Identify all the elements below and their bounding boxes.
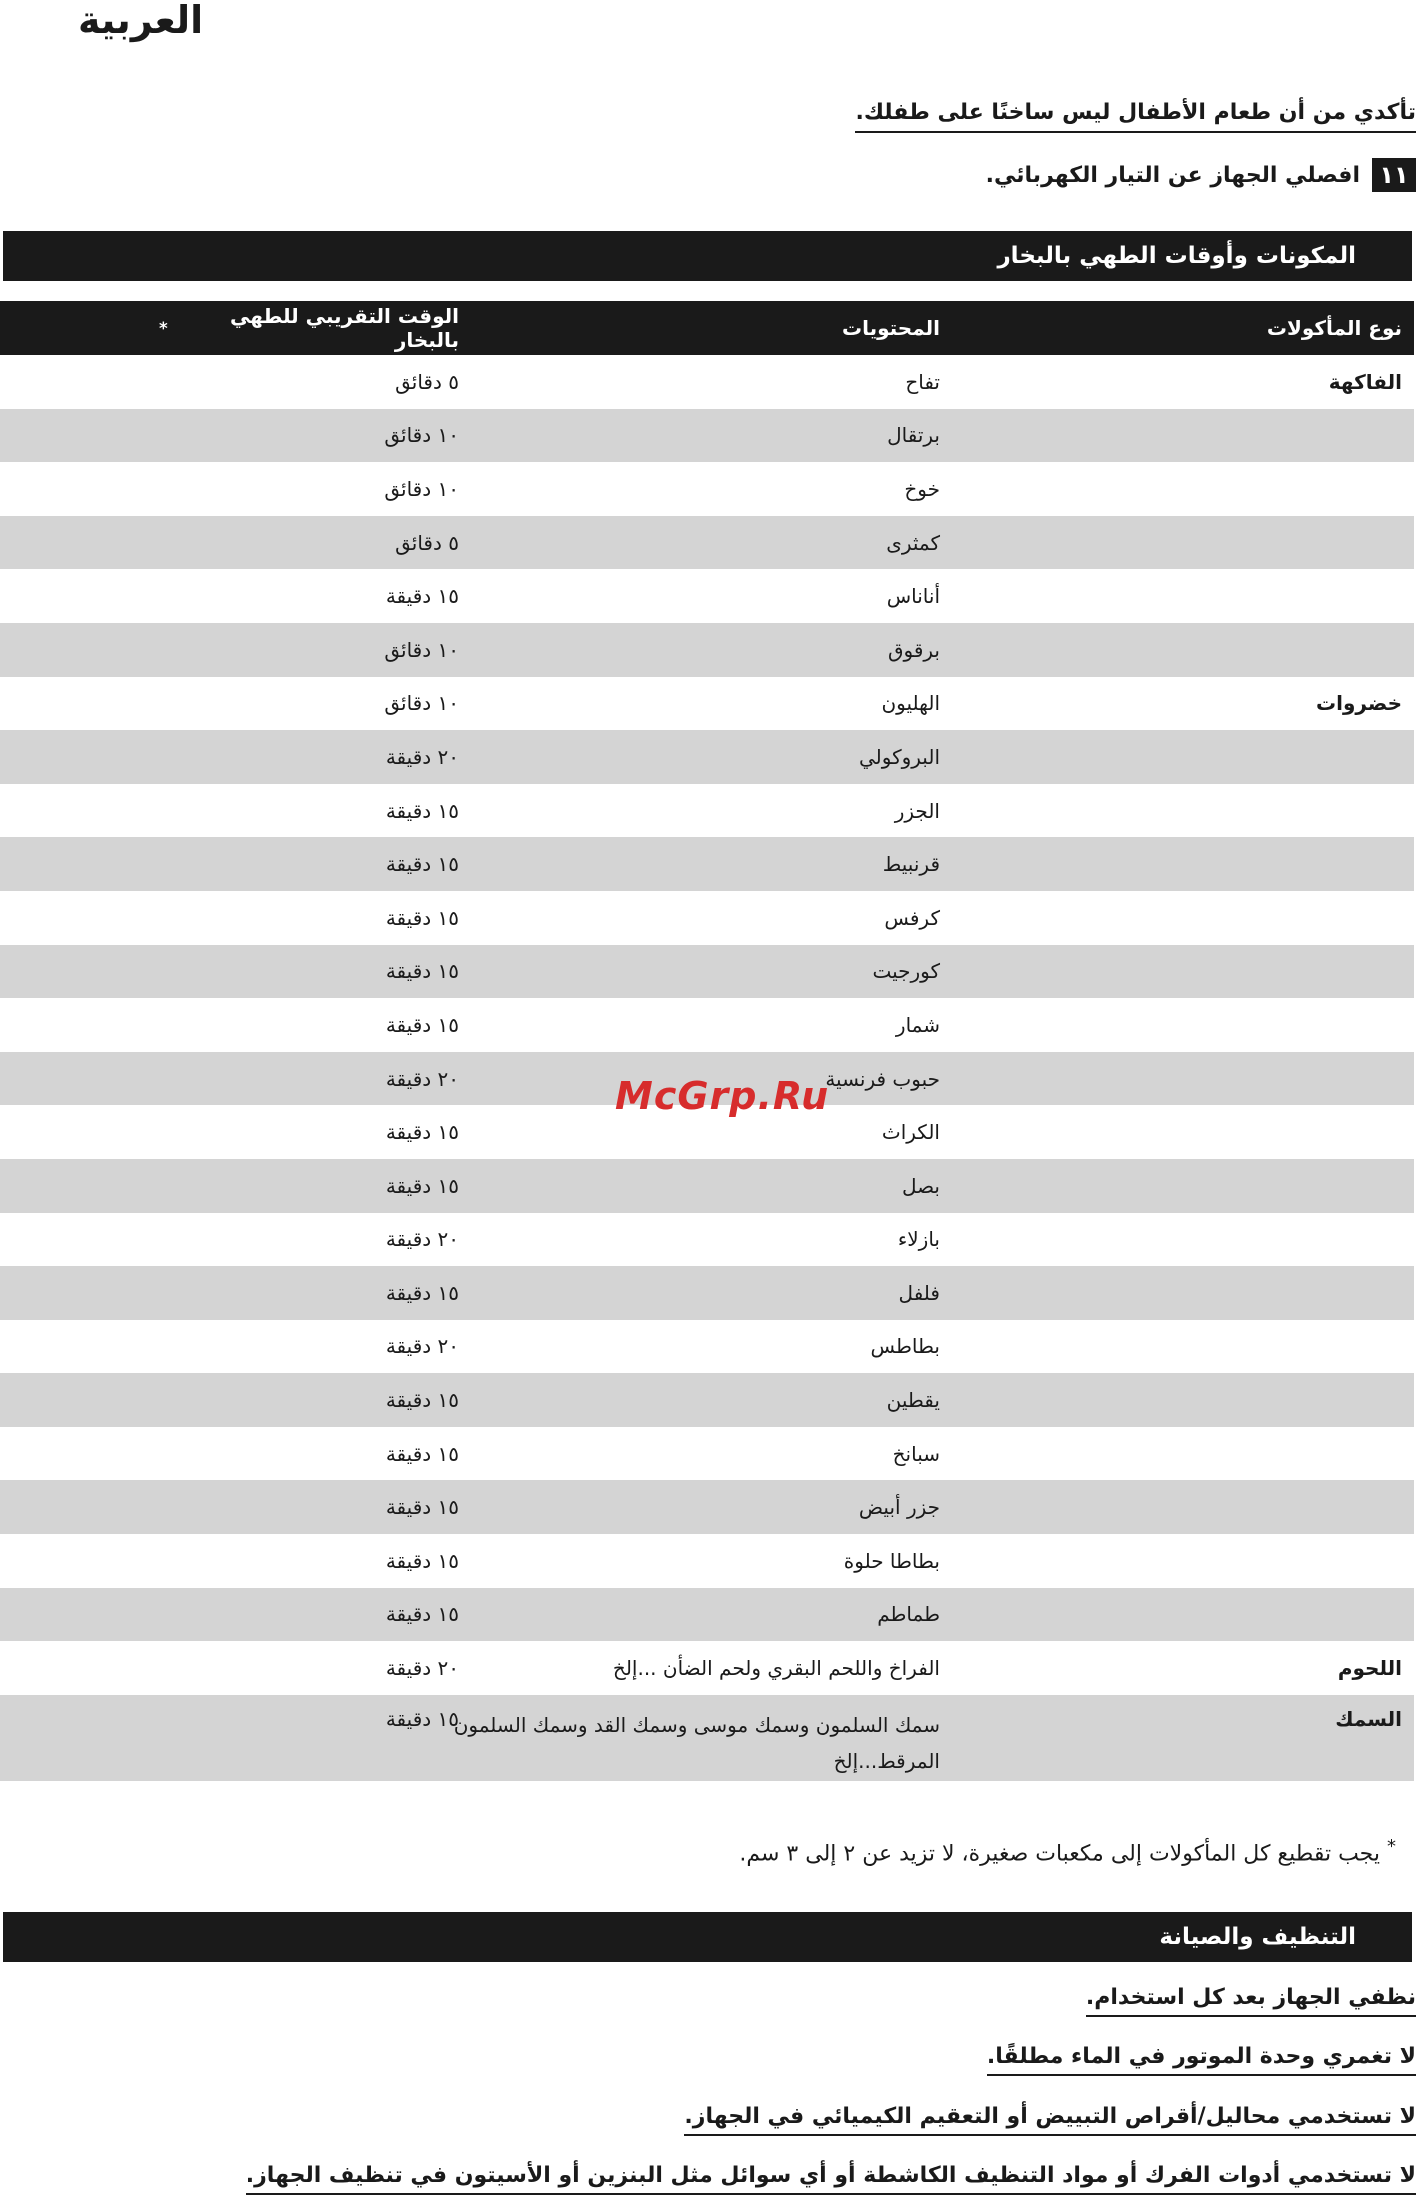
table-row [0,677,1414,731]
cell-steaming-time: ٢٠ دقيقة [385,1227,459,1252]
cell-steaming-time: ١٠ دقائق [384,691,459,716]
cell-steaming-time: ١٠ دقائق [384,637,459,662]
cell-steaming-time: ١٥ دقيقة [385,959,459,984]
cell-contents: جزر أبيض [858,1495,940,1520]
cell-steaming-time: ١٥ دقيقة [385,1280,459,1305]
table-row [0,516,1414,570]
cell-contents: أناناس [886,584,940,609]
table-row [0,1641,1414,1695]
cell-steaming-time: ١٥ دقيقة [385,798,459,823]
table-row [0,1159,1414,1213]
table-header-row [0,301,1414,355]
table-row [0,998,1414,1052]
step-number-badge: ١١ [1372,158,1416,192]
cell-food-type: الفاكهة [1328,369,1402,394]
step-text: افصلي الجهاز عن التيار الكهربائي. [985,162,1360,188]
intro-note: تأكدي من أن طعام الأطفال ليس ساخنًا على طفلك. [855,100,1416,133]
table-row [0,409,1414,463]
table-row [0,355,1414,409]
cell-food-type [1172,784,1402,838]
cell-steaming-time: ٥ دقائق [395,530,459,555]
steaming-times-table [0,301,1414,1781]
cell-food-type [1172,623,1402,677]
cell-food-type [1172,1320,1402,1374]
cell-food-type [1172,1588,1402,1642]
cell-contents: قرنبيط [882,852,940,877]
cell-food-type [1172,1266,1402,1320]
table-row [0,1480,1414,1534]
cell-contents: سبانخ [892,1441,940,1466]
cell-food-type [1172,516,1402,570]
cell-steaming-time: ١٥ دقيقة [385,1120,459,1145]
cell-food-type [1172,462,1402,516]
cell-steaming-time: ١٥ دقيقة [385,1602,459,1627]
cell-food-type [1172,409,1402,463]
cell-food-type: خضروات [1316,691,1402,716]
table-row [0,569,1414,623]
cell-food-type [1172,569,1402,623]
cell-steaming-time: ١٥ دقيقة [385,905,459,930]
cell-steaming-time: ١٥ دقيقة [385,1388,459,1413]
header-steaming-time [159,301,459,355]
section-header-cleaning [3,1912,1412,1962]
table-row [0,1427,1414,1481]
page-language-title: العربية [78,0,204,42]
cell-contents: بطاطا حلوة [843,1548,940,1573]
cell-contents: فلفل [898,1280,940,1305]
cell-contents: الفراخ واللحم البقري ولحم الضأن ...إلخ [612,1656,940,1681]
cell-food-type [1172,1159,1402,1213]
cell-food-type [1172,1373,1402,1427]
table-row [0,1320,1414,1374]
section-header-ingredients [3,231,1412,281]
section-title-cleaning: التنظيف والصيانة [1159,1924,1356,1950]
cell-contents: يقطين [886,1388,940,1413]
cell-steaming-time: ٢٠ دقيقة [385,1656,459,1681]
cell-steaming-time: ٢٠ دقيقة [385,1334,459,1359]
cleaning-item-4: لا تستخدمي أدوات الفرك أو مواد التنظيف الكاشطة أو أي سوائل مثل البنزين أو الأسيتون في تنظيف الجهاز. [246,2163,1416,2195]
cell-contents: بصل [901,1173,940,1198]
cell-food-type [1172,1213,1402,1267]
cell-steaming-time: ١٥ دقيقة [385,1012,459,1037]
table-row [0,1588,1414,1642]
cell-contents: كمثرى [886,530,940,555]
cell-food-type [1172,1480,1402,1534]
cell-food-type [1172,1427,1402,1481]
cell-contents: كورجيت [872,959,940,984]
footnote-text: يجب تقطيع كل المأكولات إلى مكعبات صغيرة، لا تزيد عن ٢ إلى ٣ سم. [739,1841,1380,1867]
cell-steaming-time: ٢٠ دقيقة [385,1066,459,1091]
cell-food-type [1172,1105,1402,1159]
table-row [0,1695,1414,1781]
cell-steaming-time: ١٥ دقيقة [385,1706,459,1731]
cell-contents: طماطم [877,1602,940,1627]
cell-contents: برقوق [887,637,940,662]
cell-steaming-time: ١٥ دقيقة [385,1441,459,1466]
cell-contents: كرفس [884,905,940,930]
cell-steaming-time: ١٥ دقيقة [385,1548,459,1573]
cell-contents: بازلاء [897,1227,940,1252]
cell-food-type [1172,891,1402,945]
cell-contents: تفاح [905,369,940,394]
table-row [0,891,1414,945]
cell-contents: الجزر [894,798,940,823]
cell-food-type: اللحوم [1337,1656,1402,1681]
cell-contents: سمك السلمون وسمك موسى وسمك القد وسمك السلمون المرقط...إلخ [453,1712,940,1773]
cleaning-item-1: نظفي الجهاز بعد كل استخدام. [1086,1985,1416,2017]
section-title-ingredients: المكونات وأوقات الطهي بالبخار [997,243,1356,269]
table-row [0,1266,1414,1320]
table-row [0,837,1414,891]
table-row [0,1213,1414,1267]
cell-contents: خوخ [904,476,940,501]
table-row [0,462,1414,516]
cleaning-item-2: لا تغمري وحدة الموتور في الماء مطلقًا. [987,2044,1416,2076]
cell-contents: حبوب فرنسية [825,1066,940,1091]
cell-food-type [1172,730,1402,784]
cell-steaming-time: ١٠ دقائق [384,476,459,501]
cell-food-type [1172,945,1402,999]
cell-steaming-time: ١٥ دقيقة [385,1495,459,1520]
cell-steaming-time: ١٠ دقائق [384,423,459,448]
header-contents: المحتويات [841,316,940,340]
cell-contents: برتقال [887,423,940,448]
table-body [0,355,1414,1781]
cell-steaming-time: ٥ دقائق [395,369,459,394]
table-row [0,623,1414,677]
header-food-type: نوع المأكولات [1266,316,1402,340]
cell-contents: البروكولي [859,744,940,769]
table-row [0,1534,1414,1588]
cell-food-type [1172,998,1402,1052]
table-row [0,784,1414,838]
cell-food-type: السمك [1335,1706,1402,1731]
cell-steaming-time: ١٥ دقيقة [385,852,459,877]
cell-food-type [1172,837,1402,891]
table-row [0,945,1414,999]
cell-contents: الكراث [881,1120,940,1145]
cell-contents: شمار [895,1012,940,1037]
cell-steaming-time: ٢٠ دقيقة [385,744,459,769]
header-steaming-time-label: الوقت التقريبي للطهي بالبخار [230,304,459,352]
cell-steaming-time: ١٥ دقيقة [385,584,459,609]
cell-steaming-time: ١٥ دقيقة [385,1173,459,1198]
table-row [0,730,1414,784]
watermark-text: McGrp.Ru [615,1074,830,1118]
cell-food-type [1172,1052,1402,1106]
footnote [739,1836,1396,1866]
footnote-mark: * [1387,1836,1396,1857]
header-footnote-mark: * [159,318,168,338]
cell-contents: بطاطس [870,1334,940,1359]
cell-contents: الهليون [881,691,940,716]
cleaning-item-3: لا تستخدمي محاليل/أقراص التبييض أو التعقيم الكيميائي في الجهاز. [684,2104,1416,2136]
step-11 [986,158,1416,192]
cell-food-type [1172,1534,1402,1588]
table-row [0,1373,1414,1427]
